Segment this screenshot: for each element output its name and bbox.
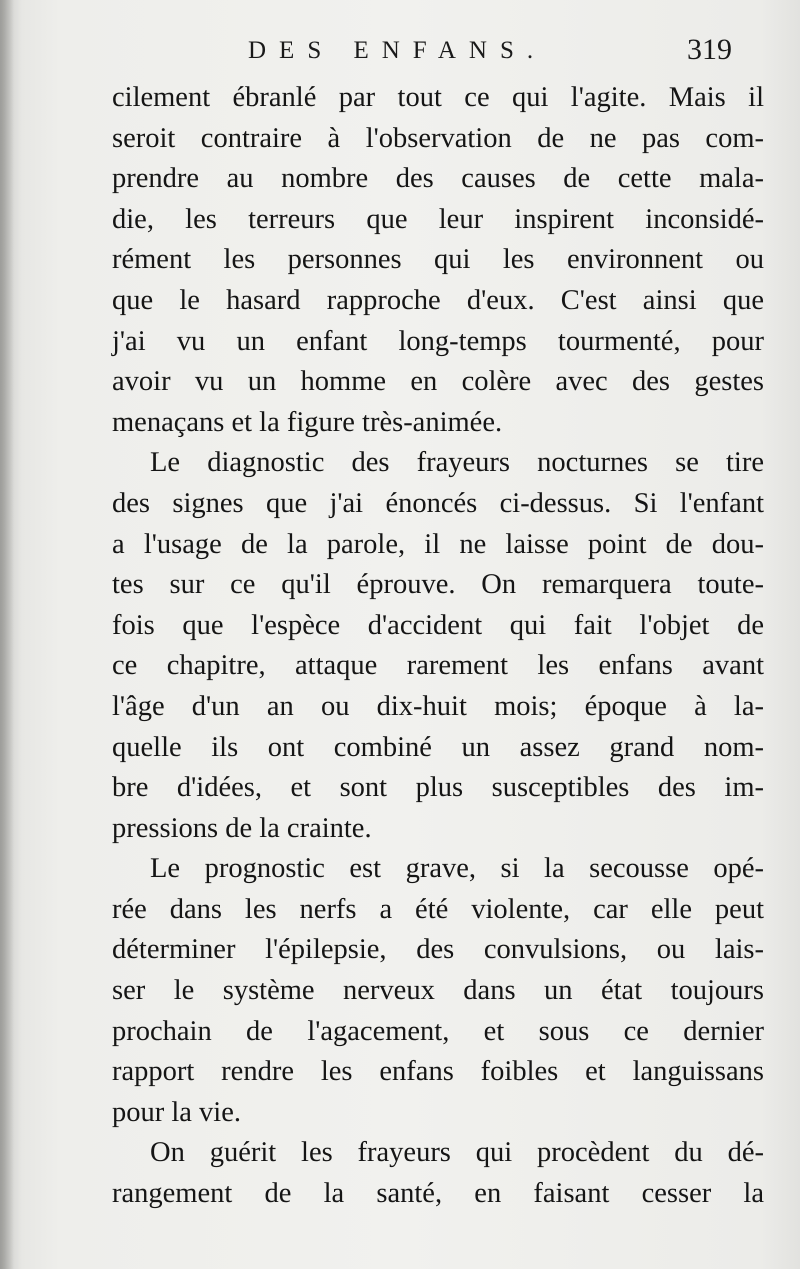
text-line: l'âge d'un an ou dix-huit mois; époque à la-	[112, 690, 764, 722]
text-line: tes sur ce qu'il éprouve. On remarquera toute-	[112, 569, 764, 601]
text-line: avoir vu un homme en colère avec des gestes	[112, 366, 764, 398]
text-line: fois que l'espèce d'accident qui fait l'objet de	[112, 609, 764, 641]
text-line: a l'usage de la parole, il ne laisse point de dou-	[112, 528, 764, 560]
paragraph-end-line: pour la vie.	[112, 1096, 242, 1128]
page-number: 319	[687, 33, 732, 66]
text-line: cilement ébranlé par tout ce qui l'agite. Mais il	[112, 82, 764, 113]
paragraph-start-line: Le diagnostic des frayeurs nocturnes se tire	[150, 447, 764, 479]
text-line: déterminer l'épilepsie, des convulsions, ou lais-	[112, 934, 764, 966]
text-line: quelle ils ont combiné un assez grand nom-	[112, 731, 764, 763]
text-line: des signes que j'ai énoncés ci-dessus. Si l'enfant	[112, 487, 764, 519]
paragraph-end-line: pressions de la crainte.	[112, 812, 372, 844]
text-line: seroit contraire à l'observation de ne pas com-	[112, 122, 764, 154]
text-line: j'ai vu un enfant long-temps tourmenté, pour	[112, 325, 764, 357]
text-line: rangement de la santé, en faisant cesser la	[112, 1178, 764, 1210]
text-line: ce chapitre, attaque rarement les enfans avant	[112, 650, 764, 682]
text-line: que le hasard rapproche d'eux. C'est ainsi que	[112, 284, 764, 316]
text-line: prochain de l'agacement, et sous ce dernier	[112, 1015, 764, 1047]
running-head-title: DES ENFANS.	[248, 37, 547, 64]
text-line: ser le système nerveux dans un état toujours	[112, 975, 764, 1007]
paragraph-start-line: On guérit les frayeurs qui procèdent du dé-	[150, 1137, 764, 1169]
paragraph-end-line: menaçans et la figure très-animée.	[112, 406, 503, 438]
binding-shadow	[0, 0, 14, 1269]
text-line: die, les terreurs que leur inspirent inconsidé-	[112, 203, 764, 235]
paragraph-start-line: Le prognostic est grave, si la secousse opé-	[150, 853, 764, 885]
text-line: bre d'idées, et sont plus susceptibles des im-	[112, 772, 764, 804]
body-text	[112, 78, 764, 1215]
text-line: rément les personnes qui les environnent ou	[112, 244, 764, 276]
text-line: rapport rendre les enfans foibles et languissans	[112, 1056, 764, 1088]
text-line: prendre au nombre des causes de cette mala-	[112, 163, 764, 195]
running-head	[0, 34, 800, 74]
text-line: rée dans les nerfs a été violente, car elle peut	[112, 893, 764, 925]
